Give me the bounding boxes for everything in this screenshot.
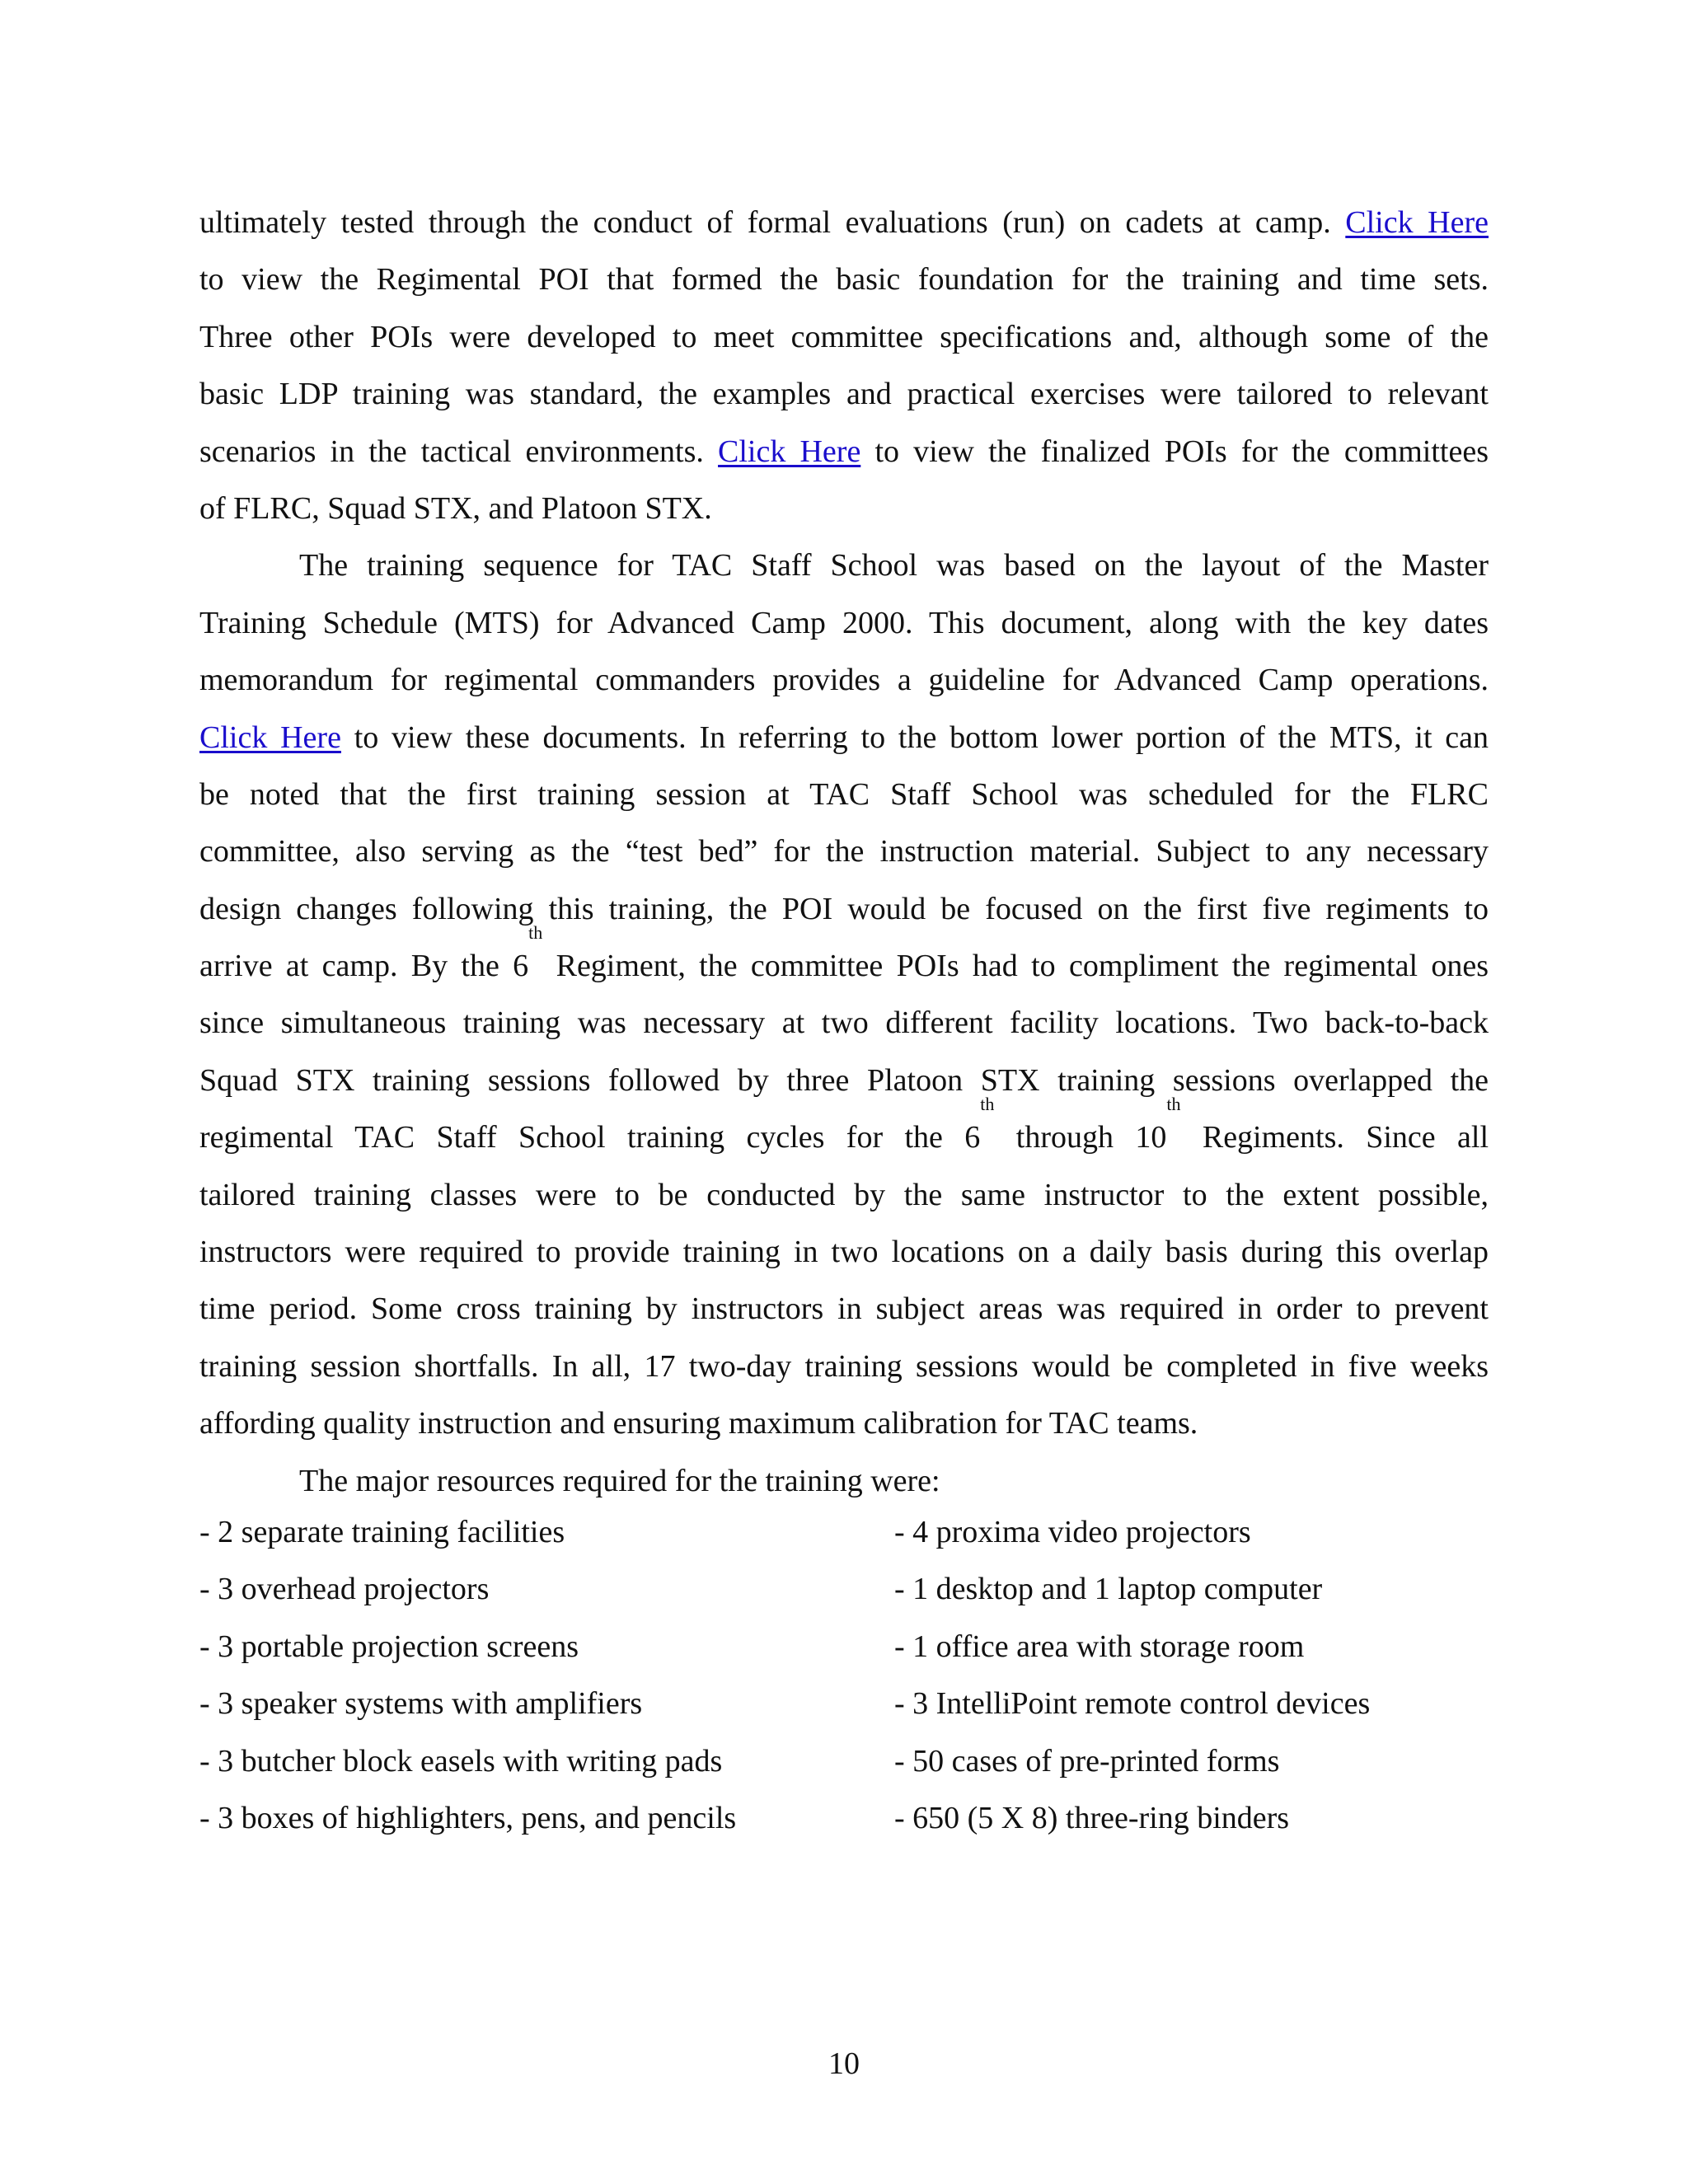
resource-item: - 3 portable projection screens [199, 1629, 579, 1664]
resource-item: - 650 (5 X 8) three-ring binders [894, 1800, 1290, 1835]
p1-line-6: of FLRC, Squad STX, and Platoon STX. [199, 490, 712, 526]
p2-line-7: design changes following this training, the POI would be focused on the first five regiments to [199, 891, 1489, 926]
p1-line-4: basic LDP training was standard, the examples and practical exercises were tailored to relevant [199, 377, 1489, 412]
p2-line-6: committee, also serving as the “test bed” for the instruction material. Subject to any necessary [199, 834, 1489, 869]
resource-row [199, 1504, 1489, 1561]
click-here-link-committee-pois[interactable]: Click Here [718, 434, 861, 469]
p2-line-11: regimental TAC Staff School training cycles for the 6th through 10th Regiments. Since all [199, 1094, 1489, 1155]
p2-line-4: Click Here to view these documents. In referring to the bottom lower portion of the MTS, it can [199, 719, 1489, 755]
p2-line-13: instructors were required to provide training in two locations on a daily basis during this overlap [199, 1235, 1489, 1270]
click-here-link-regimental-poi[interactable]: Click Here [1345, 205, 1489, 240]
p2-line-2: Training Schedule (MTS) for Advanced Camp 2000. This document, along with the key dates [199, 605, 1489, 640]
p2-line-1: The training sequence for TAC Staff School was based on the layout of the Master [299, 548, 1489, 583]
body-text [199, 194, 1489, 1510]
p2-line-15: training session shortfalls. In all, 17 two-day training sessions would be completed in five weeks [199, 1348, 1489, 1384]
resource-row [199, 1675, 1489, 1732]
click-here-link-mts-documents[interactable]: Click Here [199, 719, 341, 755]
resource-row [199, 1619, 1489, 1675]
p1-line-5: scenarios in the tactical environments. Click Here to view the finalized POIs for the committees [199, 434, 1489, 469]
p3-line-1: The major resources required for the training were: [299, 1463, 940, 1498]
resource-item: - 1 desktop and 1 laptop computer [894, 1572, 1323, 1607]
p2-line-9: since simultaneous training was necessary at two different facility locations. Two back-to-back [199, 1005, 1489, 1041]
p1-line-3: Three other POIs were developed to meet committee specifications and, although some of the [199, 319, 1489, 354]
resource-item: - 50 cases of pre-printed forms [894, 1743, 1280, 1779]
resources-list [199, 1504, 1489, 1847]
p1-line-1: ultimately tested through the conduct of formal evaluations (run) on cadets at camp. Click Here [199, 205, 1489, 240]
resource-item: - 3 boxes of highlighters, pens, and pencils [199, 1800, 737, 1835]
resource-item: - 3 overhead projectors [199, 1572, 490, 1607]
resource-item: - 2 separate training facilities [199, 1515, 565, 1549]
resource-item: - 3 speaker systems with amplifiers [199, 1686, 643, 1722]
resource-row [199, 1790, 1489, 1847]
resource-item: - 1 office area with storage room [894, 1629, 1305, 1664]
resource-item: - 3 IntelliPoint remote control devices [894, 1686, 1371, 1722]
p2-line-8: arrive at camp. By the 6th Regiment, the committee POIs had to compliment the regimental ones [199, 922, 1489, 984]
p1-line-2: to view the Regimental POI that formed the basic foundation for the training and time sets. [199, 262, 1489, 298]
p2-line-10: Squad STX training sessions followed by three Platoon STX training sessions overlapped the [199, 1062, 1489, 1098]
p2-line-16: affording quality instruction and ensuring maximum calibration for TAC teams. [199, 1406, 1198, 1441]
resource-item: - 3 butcher block easels with writing pads [199, 1743, 723, 1779]
page-number: 10 [828, 2046, 860, 2081]
resource-row [199, 1561, 1489, 1618]
p2-line-3: memorandum for regimental commanders provides a guideline for Advanced Camp operations. [199, 663, 1489, 698]
resource-row [199, 1733, 1489, 1790]
p2-line-14: time period. Some cross training by instructors in subject areas was required in order to prevent [199, 1291, 1489, 1327]
p2-line-5: be noted that the first training session at TAC Staff School was scheduled for the FLRC [199, 776, 1489, 812]
p2-line-12: tailored training classes were to be conducted by the same instructor to the extent possible, [199, 1177, 1489, 1212]
resource-item: - 4 proxima video projectors [894, 1515, 1251, 1549]
